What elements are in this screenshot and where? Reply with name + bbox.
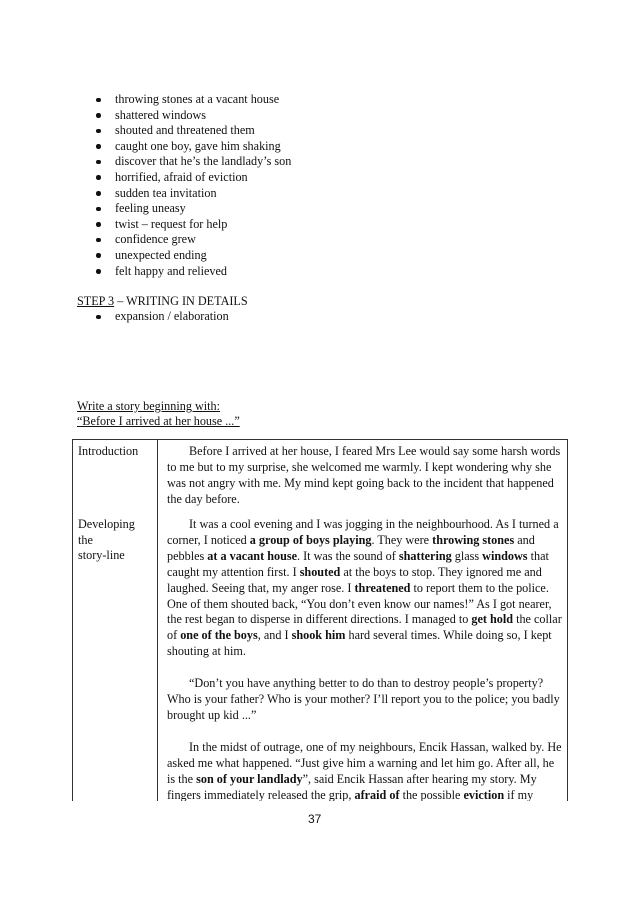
list-item: sudden tea invitation: [96, 186, 291, 202]
prompt-quote: “Before I arrived at her house ...”: [77, 414, 240, 429]
list-item: unexpected ending: [96, 248, 291, 264]
writing-prompt: [77, 399, 240, 430]
intro-paragraph: Before I arrived at her house, I feared Mrs Lee would say some harsh words to me but to my surprise, she welcomed me warmly. I kept wondering why she was not angry with me. My mind kept going back to the incident that happened the day before.: [167, 444, 561, 506]
column-divider: [157, 440, 158, 801]
intro-label: Introduction: [78, 444, 139, 458]
list-item: discover that he’s the landlady’s son: [96, 154, 291, 170]
step-heading: [77, 294, 248, 309]
prompt-line: Write a story beginning with:: [77, 399, 221, 413]
story-table: [72, 439, 568, 801]
developing-label: Developing the story-line: [78, 517, 135, 563]
bullet-icon: [96, 315, 101, 320]
list-item: caught one boy, gave him shaking: [96, 139, 291, 155]
list-item: shouted and threatened them: [96, 123, 291, 139]
story-paragraph: It was a cool evening and I was jogging in the neighbourhood. As I turned a corner, I noticed a group of boys playing. They were throwing stones and pebbles at a vacant house. It was the sound of shattering glass windows that caught my attention first. I shouted at the boys to stop. They ignored me and laughed. Seeing that, my anger rose. I threatened to report them to the police. One of them shouted back, “You don’t even know our names!” As I got nearer, the rest began to disperse in different directions. I managed to get hold the collar of one of the boys, and I shook him hard several times. While doing so, I kept shouting at him.: [167, 517, 562, 659]
bullet-icon: [96, 175, 101, 180]
bullet-icon: [96, 98, 101, 103]
list-item: feeling uneasy: [96, 201, 291, 217]
step-title: – WRITING IN DETAILS: [114, 294, 248, 308]
bullet-icon: [96, 129, 101, 134]
list-item: expansion / elaboration: [96, 309, 229, 325]
list-item: confidence grew: [96, 232, 291, 248]
bullet-icon: [96, 253, 101, 258]
page-number: 37: [308, 812, 322, 826]
story-paragraph: In the midst of outrage, one of my neighbours, Encik Hassan, walked by. He asked me what happened. “Just give him a warning and let him go. After all, he is the son of your landlady”, said Encik Hassan after hearing my story. My fingers immediately released the grip, afraid of the possible eviction if my: [167, 739, 562, 801]
bullet-icon: [96, 207, 101, 212]
list-item: throwing stones at a vacant house: [96, 92, 291, 108]
list-item: twist – request for help: [96, 217, 291, 233]
intro-cell: [167, 444, 562, 508]
step-bullet-list: [96, 309, 229, 325]
step-label: STEP 3: [77, 294, 115, 308]
developing-cell: [167, 517, 562, 801]
bullet-icon: [96, 222, 101, 227]
story-outline-list: [96, 92, 291, 279]
dialogue-paragraph: “Don’t you have anything better to do than to destroy people’s property? Who is your father? Who is your mother? I’ll report you to the police; you badly brought up kid ...”: [167, 676, 560, 722]
bullet-icon: [96, 160, 101, 165]
bullet-icon: [96, 191, 101, 196]
list-item: shattered windows: [96, 108, 291, 124]
bullet-icon: [96, 269, 101, 274]
bullet-icon: [96, 238, 101, 243]
list-item: horrified, afraid of eviction: [96, 170, 291, 186]
bullet-icon: [96, 144, 101, 149]
bullet-icon: [96, 113, 101, 118]
list-item: felt happy and relieved: [96, 264, 291, 280]
